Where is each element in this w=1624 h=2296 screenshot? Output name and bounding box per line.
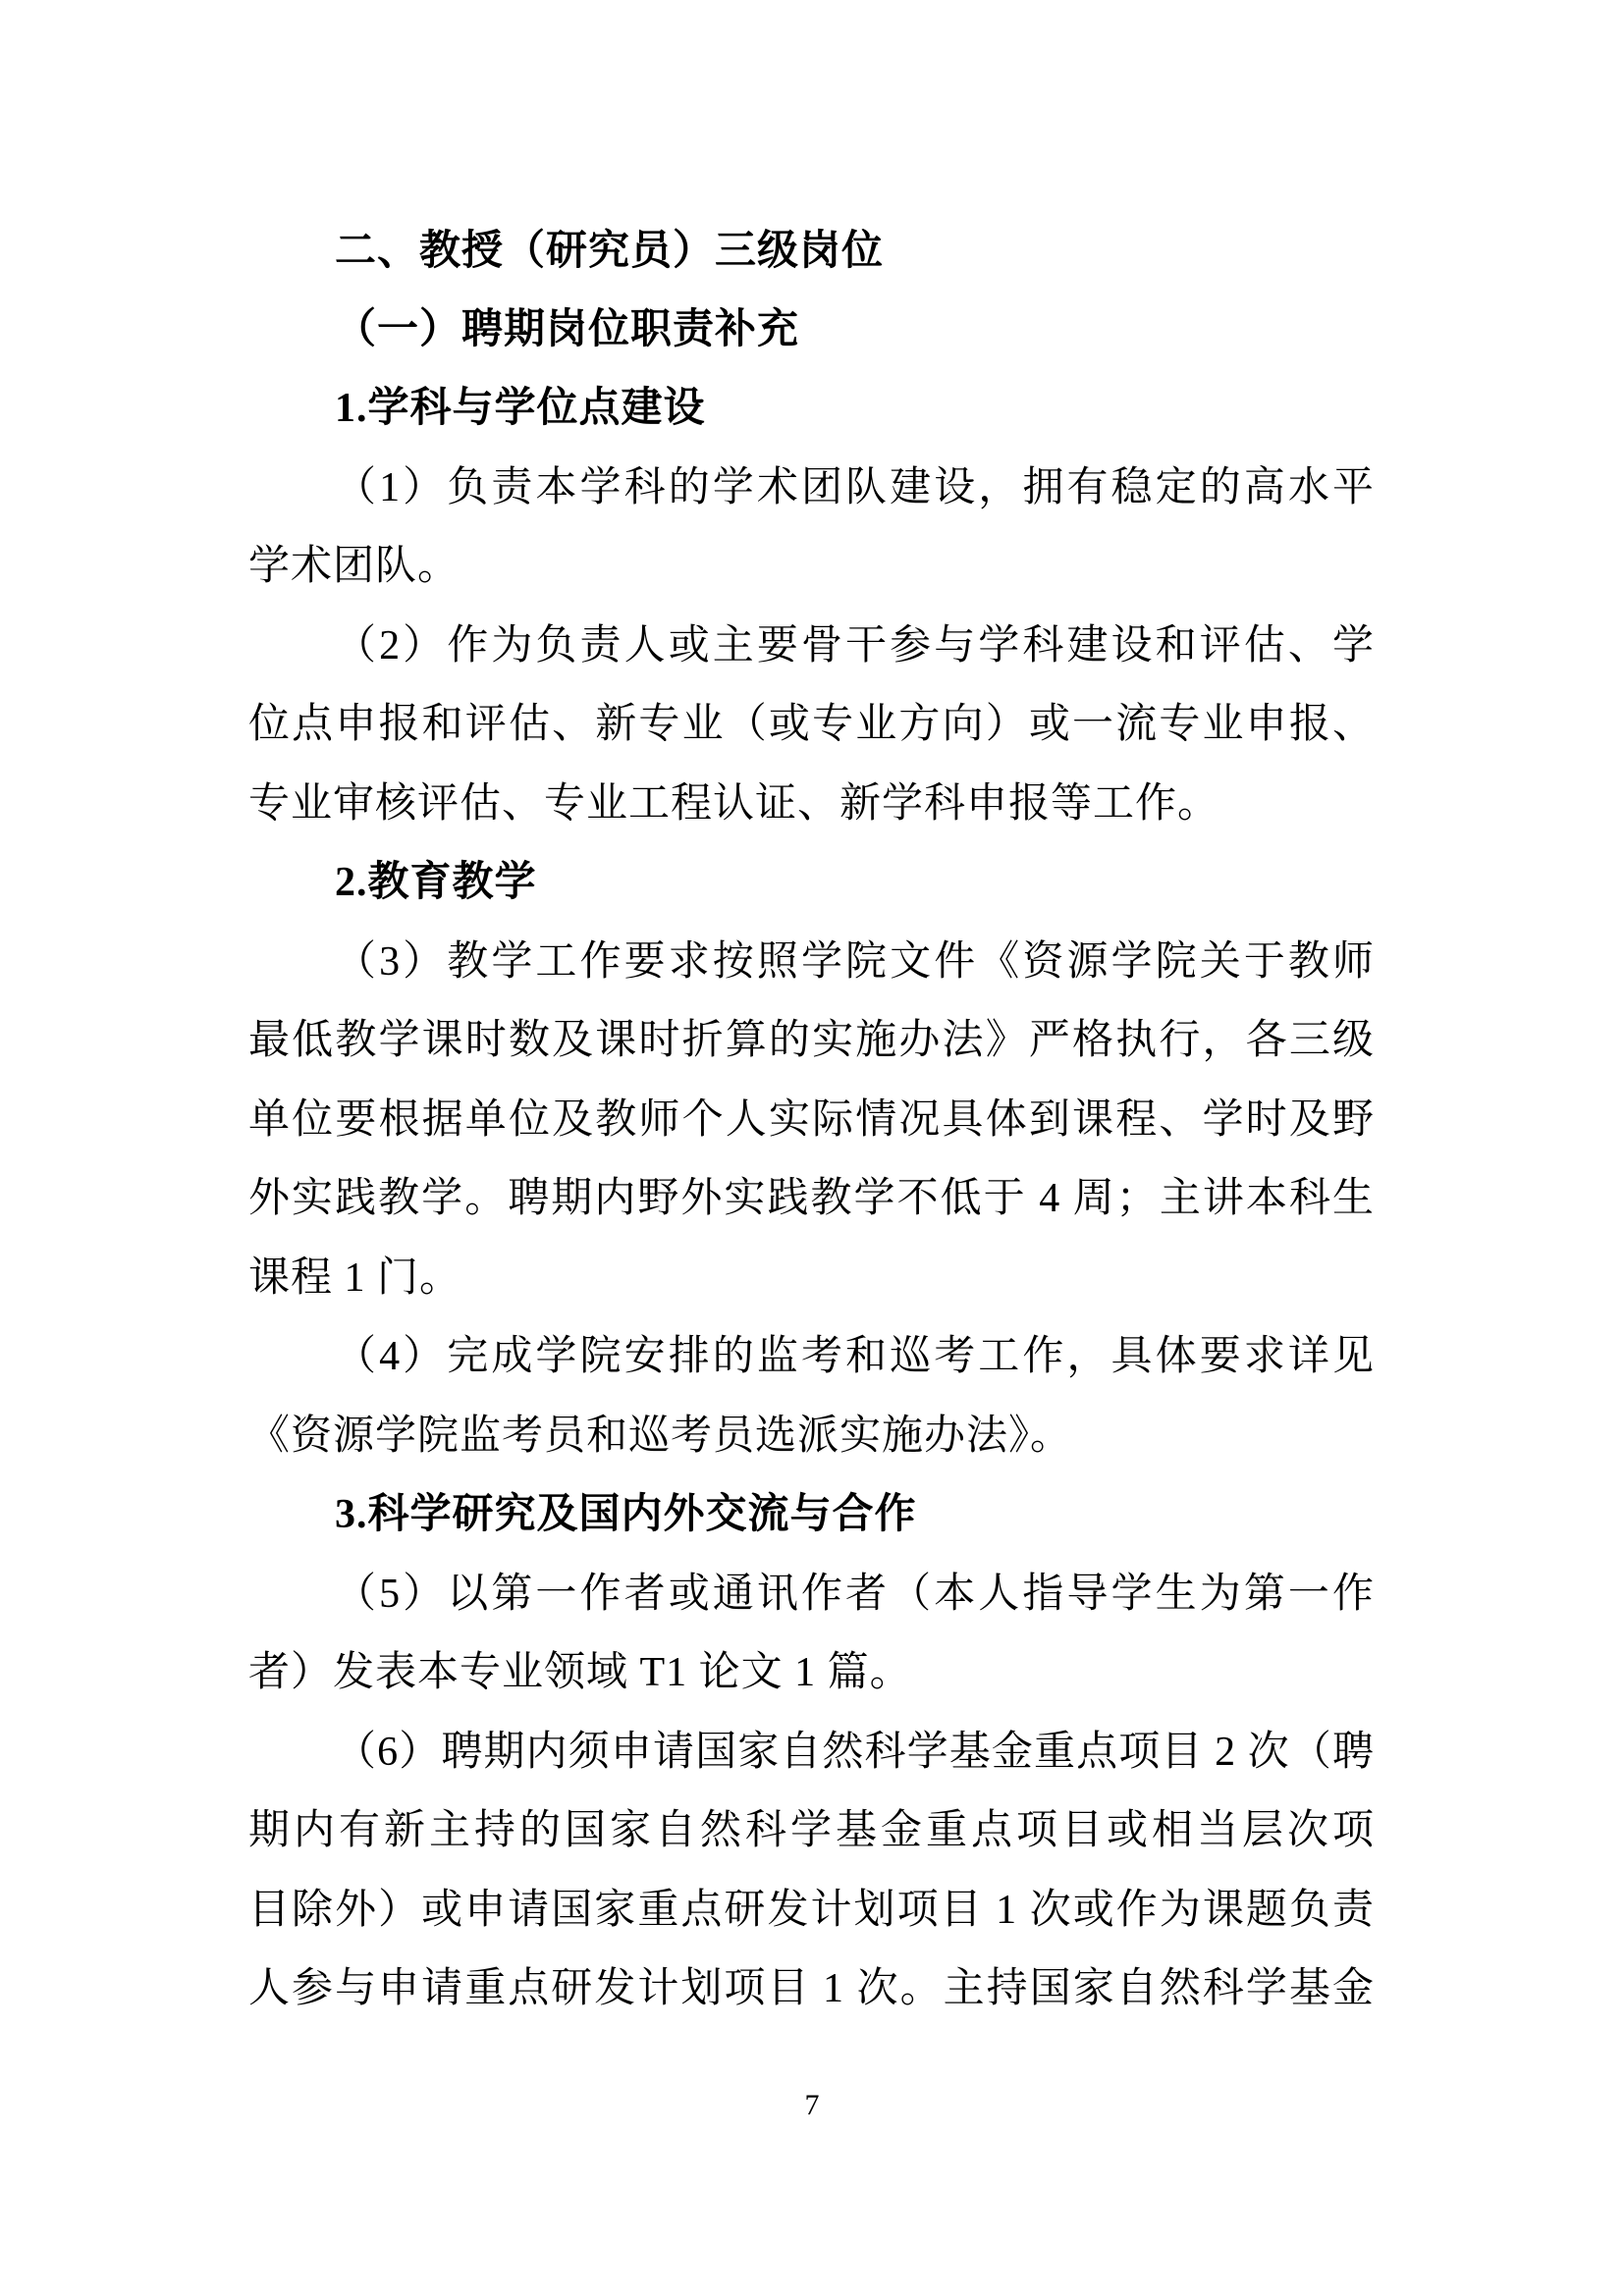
heading-line: 二、教授（研究员）三级岗位 <box>335 227 885 273</box>
text-line: 位点申报和评估、新专业（或专业方向）或一流专业申报、 <box>248 702 1375 747</box>
heading-line: 1.学科与学位点建设 <box>335 386 706 431</box>
text-line: （2）作为负责人或主要骨干参与学科建设和评估、学 <box>335 622 1375 668</box>
text-line: （3）教学工作要求按照学院文件《资源学院关于教师 <box>335 938 1375 985</box>
text-line: （4）完成学院安排的监考和巡考工作，具体要求详见 <box>335 1334 1375 1379</box>
page-number: 7 <box>804 2089 820 2121</box>
text-line: 期内有新主持的国家自然科学基金重点项目或相当层次项 <box>248 1808 1375 1853</box>
text-line: 者）发表本专业领域 T1 论文 1 篇。 <box>248 1650 912 1695</box>
heading-line: 3.科学研究及国内外交流与合作 <box>335 1492 917 1537</box>
document-text-block <box>248 211 1375 2029</box>
text-line: （1）负责本学科的学术团队建设，拥有稳定的高水平 <box>335 464 1375 510</box>
text-line: 学术团队。 <box>248 544 460 589</box>
text-line: 外实践教学。聘期内野外实践教学不低于 4 周；主讲本科生 <box>248 1176 1375 1221</box>
text-line: 最低教学课时数及课时折算的实施办法》严格执行，各三级 <box>248 1018 1375 1063</box>
text-line: 课程 1 门。 <box>248 1255 462 1301</box>
heading-line: 2.教育教学 <box>335 860 537 905</box>
heading-line: （一）聘期岗位职责补充 <box>335 306 800 352</box>
text-line: （5）以第一作者或通讯作者（本人指导学生为第一作 <box>335 1571 1375 1617</box>
text-line: 人参与申请重点研发计划项目 1 次。主持国家自然科学基金 <box>248 1966 1375 2011</box>
text-line: （6）聘期内须申请国家自然科学基金重点项目 2 次（聘 <box>335 1729 1375 1775</box>
text-line: 专业审核评估、专业工程认证、新学科申报等工作。 <box>248 780 1220 827</box>
text-line: 单位要根据单位及教师个人实际情况具体到课程、学时及野 <box>248 1096 1375 1143</box>
text-line: 目除外）或申请国家重点研发计划项目 1 次或作为课题负责 <box>248 1887 1375 1933</box>
text-line: 《资源学院监考员和巡考员选派实施办法》。 <box>248 1413 1073 1459</box>
